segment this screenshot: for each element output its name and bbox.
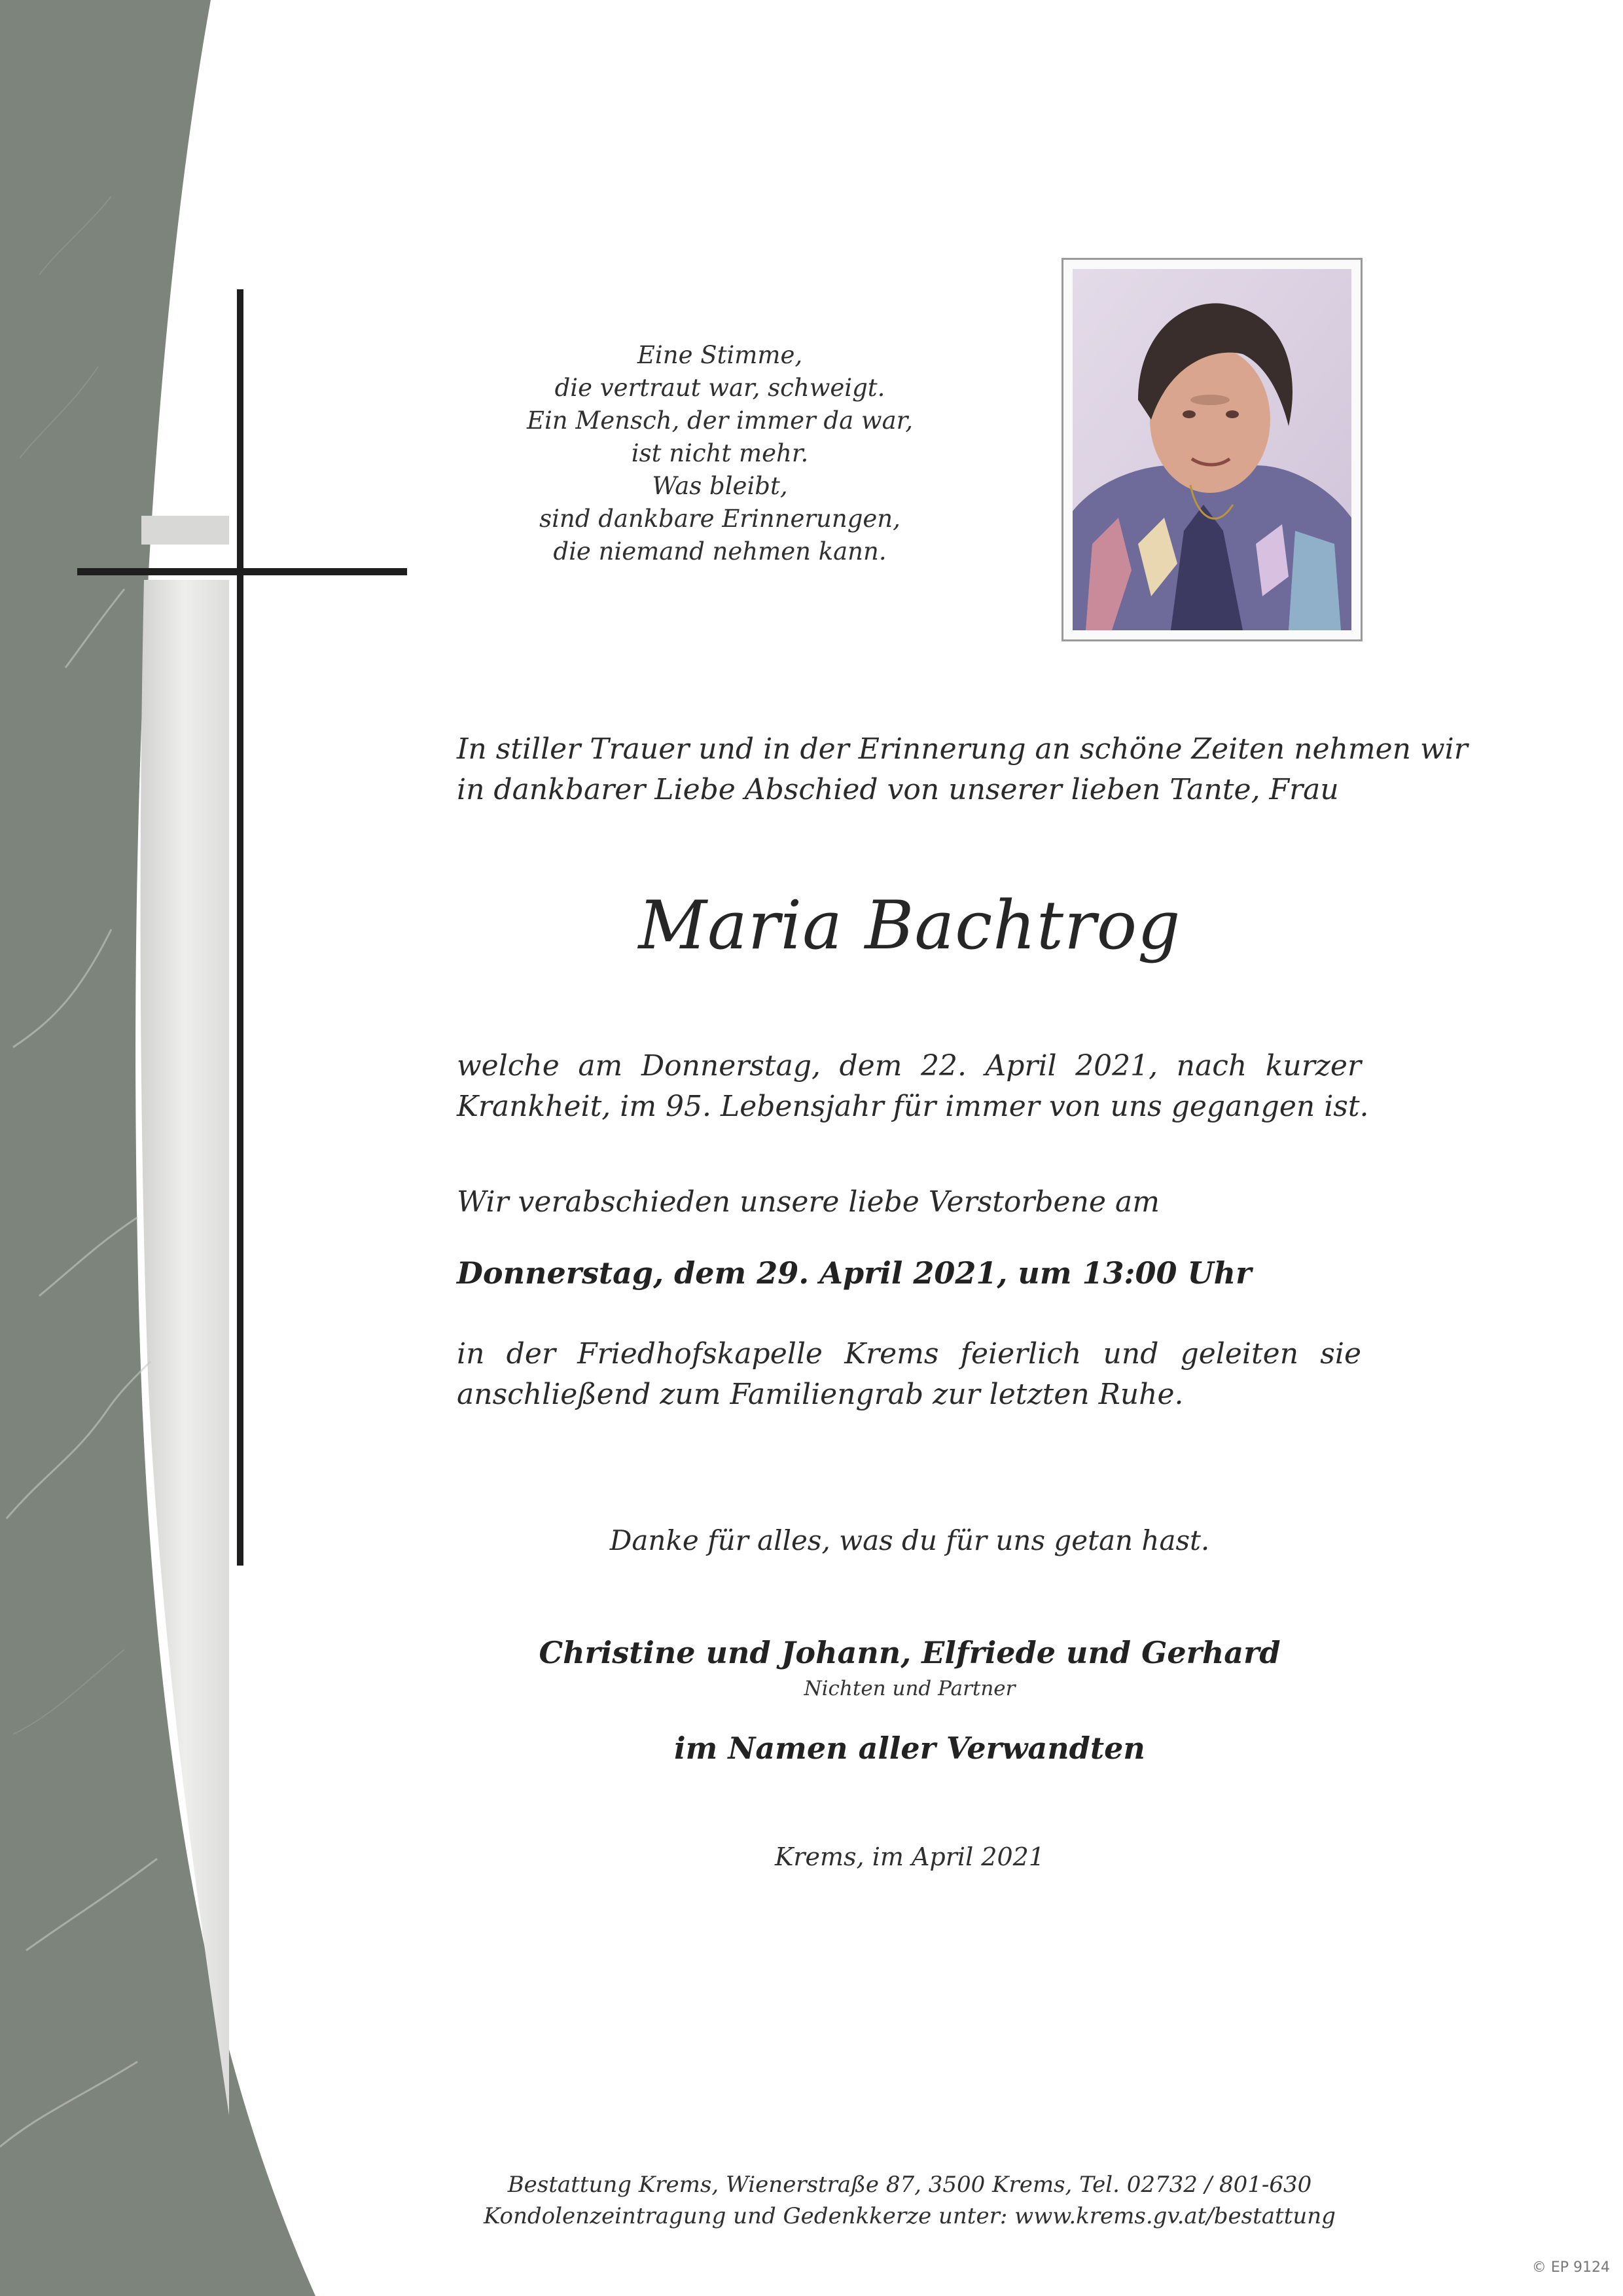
footer-condolence: Kondolenzeintragung und Gedenkkerze unter: www.krems.gv.at/bestattung <box>484 2203 1336 2229</box>
thanks-line: Danke für alles, was du für uns getan hast. <box>609 1524 1210 1556</box>
relation-note: Nichten und Partner <box>804 1677 1016 1700</box>
poem-line: die niemand nehmen kann. <box>553 537 887 565</box>
funeral-date: Donnerstag, dem 29. April 2021, um 13:00 Uhr <box>457 1255 1252 1291</box>
poem-line: ist nicht mehr. <box>631 439 809 467</box>
poem-line: Ein Mensch, der immer da war, <box>526 406 914 435</box>
portrait-image <box>1073 269 1351 630</box>
intro-line: In stiller Trauer und in der Erinnerung an schöne Zeiten nehmen wir <box>457 732 1468 766</box>
ceremony-line: in der Friedhofskapelle Krems feierlich und geleiten sie <box>457 1337 1361 1371</box>
death-notice <box>457 1046 1369 1127</box>
death-notice-line: welche am Donnerstag, dem 22. April 2021, nach kurzer <box>457 1049 1361 1083</box>
intro-line: in dankbarer Liebe Abschied von unserer lieben Tante, Frau <box>457 773 1339 806</box>
memorial-poem <box>484 339 955 568</box>
farewell-intro <box>457 1182 1361 1223</box>
signers: Christine und Johann, Elfriede und Gerhard <box>539 1635 1281 1670</box>
portrait-photo <box>1061 258 1363 641</box>
death-notice-line: Krankheit, im 95. Lebensjahr für immer von uns gegangen ist. <box>457 1090 1369 1123</box>
footer-address: Bestattung Krems, Wienerstraße 87, 3500 Krems, Tel. 02732 / 801-630 <box>507 2172 1312 2198</box>
memorial-cross-horizontal <box>77 568 407 575</box>
poem-line: Eine Stimme, <box>637 341 803 369</box>
family-line: im Namen aller Verwandten <box>674 1731 1145 1766</box>
ceremony-text <box>457 1334 1361 1415</box>
farewell-intro-text: Wir verabschieden unsere liebe Verstorbene am <box>457 1185 1160 1219</box>
poem-line: die vertraut war, schweigt. <box>554 374 885 402</box>
form-code: © EP 9124 <box>1531 2259 1610 2276</box>
ceremony-line: anschließend zum Familiengrab zur letzten Ruhe. <box>457 1378 1184 1411</box>
intro-text <box>457 729 1468 810</box>
deceased-name: Maria Bachtrog <box>638 887 1181 965</box>
memorial-cross-vertical <box>237 289 243 1566</box>
funeral-home-footer <box>432 2169 1387 2232</box>
place-date: Krems, im April 2021 <box>774 1842 1045 1871</box>
poem-line: Was bleibt, <box>652 472 788 500</box>
poem-line: sind dankbare Erinnerungen, <box>539 505 901 533</box>
